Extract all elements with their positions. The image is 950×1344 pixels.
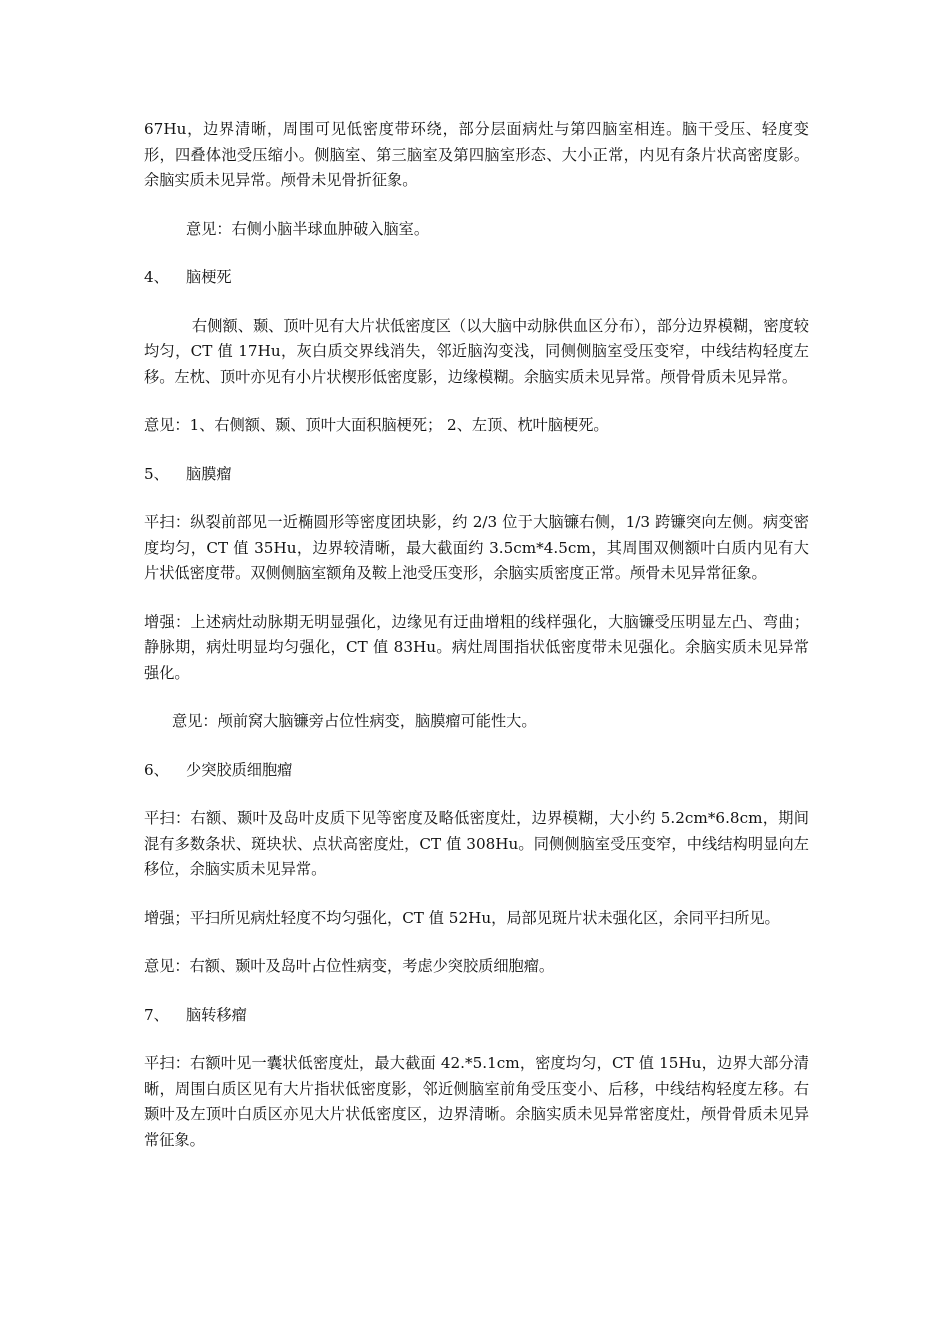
section-number: 4、 xyxy=(144,268,169,286)
section-number: 7、 xyxy=(144,1005,169,1024)
paragraph-opinion-oligodendroglioma: 意见：右额、颞叶及岛叶占位性病变，考虑少突胶质细胞瘤。 xyxy=(144,957,555,975)
section-heading-oligodendroglioma xyxy=(144,758,809,784)
section-number: 6、 xyxy=(144,760,169,779)
section-title: 脑转移瘤 xyxy=(186,1005,247,1024)
paragraph-opinion-infarction: 意见：1、右侧额、颞、顶叶大面积脑梗死； 2、左顶、枕叶脑梗死。 xyxy=(144,416,609,434)
section-title: 少突胶质细胞瘤 xyxy=(186,760,293,779)
paragraph-enhanced-meningioma: 增强：上述病灶动脉期无明显强化，边缘见有迂曲增粗的线样强化，大脑镰受压明显左凸、弯曲；静脉期，病灶明显均匀强化，CT 值 83Hu。病灶周围指状低密度带未见强化。余脑实质未见异常强化。 xyxy=(144,612,809,682)
paragraph-opinion-meningioma: 意见：颅前窝大脑镰旁占位性病变，脑膜瘤可能性大。 xyxy=(172,712,537,730)
section-heading-meningioma xyxy=(144,462,809,488)
section-heading-metastasis xyxy=(144,1003,809,1029)
section-heading-infarction xyxy=(144,265,809,291)
paragraph-opinion-hematoma: 意见：右侧小脑半球血肿破入脑室。 xyxy=(186,219,429,238)
paragraph-plain-scan-metastasis: 平扫：右额叶见一囊状低密度灶，最大截面 42.*5.1cm，密度均匀，CT 值 15Hu，边界大部分清晰，周围白质区见有大片指状低密度影，邻近侧脑室前角受压变小、后移，中线结构轻度左移。右颞叶及左顶叶白质区亦见大片状低密度区，边界清晰。余脑实质未见异常密度灶，颅骨骨质未见异常征象。 xyxy=(144,1054,809,1149)
section-title: 脑梗死 xyxy=(186,268,232,286)
paragraph-findings-hematoma: 67Hu，边界清晰，周围可见低密度带环绕，部分层面病灶与第四脑室相连。脑干受压、轻度变形，四叠体池受压缩小。侧脑室、第三脑室及第四脑室形态、大小正常，内见有条片状高密度影。余脑实质未见异常。颅骨未见骨折征象。 xyxy=(144,120,809,189)
paragraph-plain-scan-oligodendroglioma: 平扫：右额、颞叶及岛叶皮质下见等密度及略低密度灶，边界模糊，大小约 5.2cm*6.8cm，期间混有多数条状、斑块状、点状高密度灶，CT 值 308Hu。同侧侧脑室受压变窄，中线结构明显向左移位，余脑实质未见异常。 xyxy=(144,809,809,878)
paragraph-enhanced-oligodendroglioma: 增强；平扫所见病灶轻度不均匀强化，CT 值 52Hu，局部见斑片状未强化区，余同平扫所见。 xyxy=(144,908,780,927)
paragraph-plain-scan-meningioma: 平扫：纵裂前部见一近椭圆形等密度团块影，约 2/3 位于大脑镰右侧，1/3 跨镰突向左侧。病变密度均匀，CT 值 35Hu，边界较清晰，最大截面约 3.5cm*4.5cm，其周围双侧额叶白质内见有大片状低密度带。双侧侧脑室额角及鞍上池受压变形，余脑实质密度正常。颅骨未见异常征象。 xyxy=(144,513,809,582)
section-number: 5、 xyxy=(144,464,169,483)
document-page xyxy=(144,117,809,1153)
paragraph-findings-infarction: 右侧额、颞、顶叶见有大片状低密度区（以大脑中动脉供血区分布），部分边界模糊，密度较均匀，CT 值 17Hu，灰白质交界线消失，邻近脑沟变浅，同侧侧脑室受压变窄，中线结构轻度左移。左枕、顶叶亦见有小片状楔形低密度影，边缘模糊。余脑实质未见异常。颅骨骨质未见异常。 xyxy=(144,316,809,386)
section-title: 脑膜瘤 xyxy=(186,464,232,483)
